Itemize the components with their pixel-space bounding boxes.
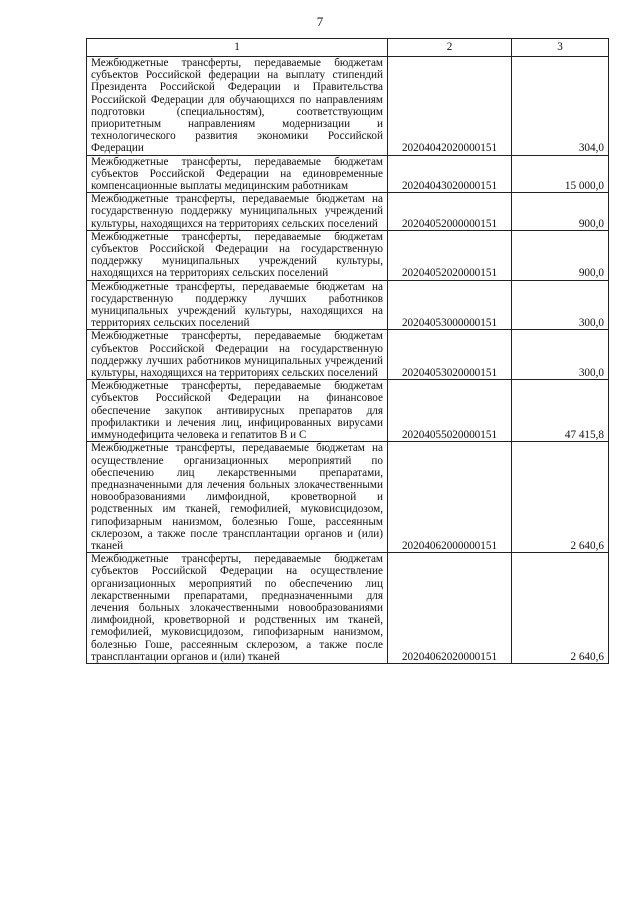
row-amount: 2 640,6: [512, 442, 609, 553]
row-code: 20204052000000151: [388, 193, 512, 231]
row-code: 20204055020000151: [388, 380, 512, 442]
row-amount: 300,0: [512, 280, 609, 330]
row-amount: 900,0: [512, 230, 609, 280]
page-number: 7: [316, 14, 324, 29]
row-amount: 2 640,6: [512, 553, 609, 664]
row-description: Межбюджетные трансферты, передаваемые бюджетам на осуществление организационных мероприятий по обеспечению лиц лекарственными препаратами, предназначенными для лечения больных злокачественными новообразованиями лимфоидной, кроветворной и родственных им тканей, гемофилией, муковисцидозом, гипофизарным нанизмом, болезнью Гоше, рассеянным склерозом, а также после трансплантации органов и (или) тканей: [87, 442, 388, 553]
table-header-row: [87, 39, 609, 57]
row-description: Межбюджетные трансферты, передаваемые бюджетам субъектов Российской федерации на выплату стипендий Президента Российской Федерации и Правительства Российской Федерации для обучающихся по направлениям подготовки (специальностям), соответствующим приоритетным направлениям модернизации и технологического развития экономики Российской Федерации: [87, 57, 388, 156]
column-header-3: 3: [512, 39, 609, 57]
table-row: [87, 230, 609, 280]
table-row: [87, 553, 609, 664]
budget-table: [86, 38, 609, 664]
row-code: 20204062020000151: [388, 553, 512, 664]
table-row: [87, 155, 609, 193]
table-row: [87, 57, 609, 156]
column-header-1: 1: [87, 39, 388, 57]
row-amount: 900,0: [512, 193, 609, 231]
row-description: Межбюджетные трансферты, передаваемые бюджетам на государственную поддержку лучших работников муниципальных учреждений культуры, находящихся на территориях сельских поселений: [87, 280, 388, 330]
row-code: 20204052020000151: [388, 230, 512, 280]
row-code: 20204053000000151: [388, 280, 512, 330]
row-description: Межбюджетные трансферты, передаваемые бюджетам субъектов Российской Федерации на единовременные компенсационные выплаты медицинским работникам: [87, 155, 388, 193]
table-row: [87, 442, 609, 553]
row-description: Межбюджетные трансферты, передаваемые бюджетам на государственную поддержку муниципальных учреждений культуры, находящихся на территориях сельских поселений: [87, 193, 388, 231]
row-code: 20204053020000151: [388, 330, 512, 380]
row-amount: 300,0: [512, 330, 609, 380]
row-code: 20204062000000151: [388, 442, 512, 553]
column-header-2: 2: [388, 39, 512, 57]
row-amount: 15 000,0: [512, 155, 609, 193]
table-row: [87, 193, 609, 231]
table-row: [87, 380, 609, 442]
row-code: 20204043020000151: [388, 155, 512, 193]
row-description: Межбюджетные трансферты, передаваемые бюджетам субъектов Российской Федерации на осуществление организационных мероприятий по обеспечению лиц лекарственными препаратами, предназначенными для лечения больных злокачественными новообразованиями лимфоидной, кроветворной и родственных им тканей, гемофилией, муковисцидозом, гипофизарным нанизмом, болезнью Гоше, рассеянным склерозом, а также после трансплантации органов и (или) тканей: [87, 553, 388, 664]
row-amount: 304,0: [512, 57, 609, 156]
table-row: [87, 280, 609, 330]
row-amount: 47 415,8: [512, 380, 609, 442]
row-code: 20204042020000151: [388, 57, 512, 156]
row-description: Межбюджетные трансферты, передаваемые бюджетам субъектов Российской Федерации на финансовое обеспечение закупок антивирусных препаратов для профилактики и лечения лиц, инфицированных вирусами иммунодефицита человека и гепатитов В и С: [87, 380, 388, 442]
row-description: Межбюджетные трансферты, передаваемые бюджетам субъектов Российской Федерации на государственную поддержку муниципальных учреждений культуры, находящихся на территориях сельских поселений: [87, 230, 388, 280]
row-description: Межбюджетные трансферты, передаваемые бюджетам субъектов Российской Федерации на государственную поддержку лучших работников муниципальных учреждений культуры, находящихся на территориях сельских поселений: [87, 330, 388, 380]
table-row: [87, 330, 609, 380]
